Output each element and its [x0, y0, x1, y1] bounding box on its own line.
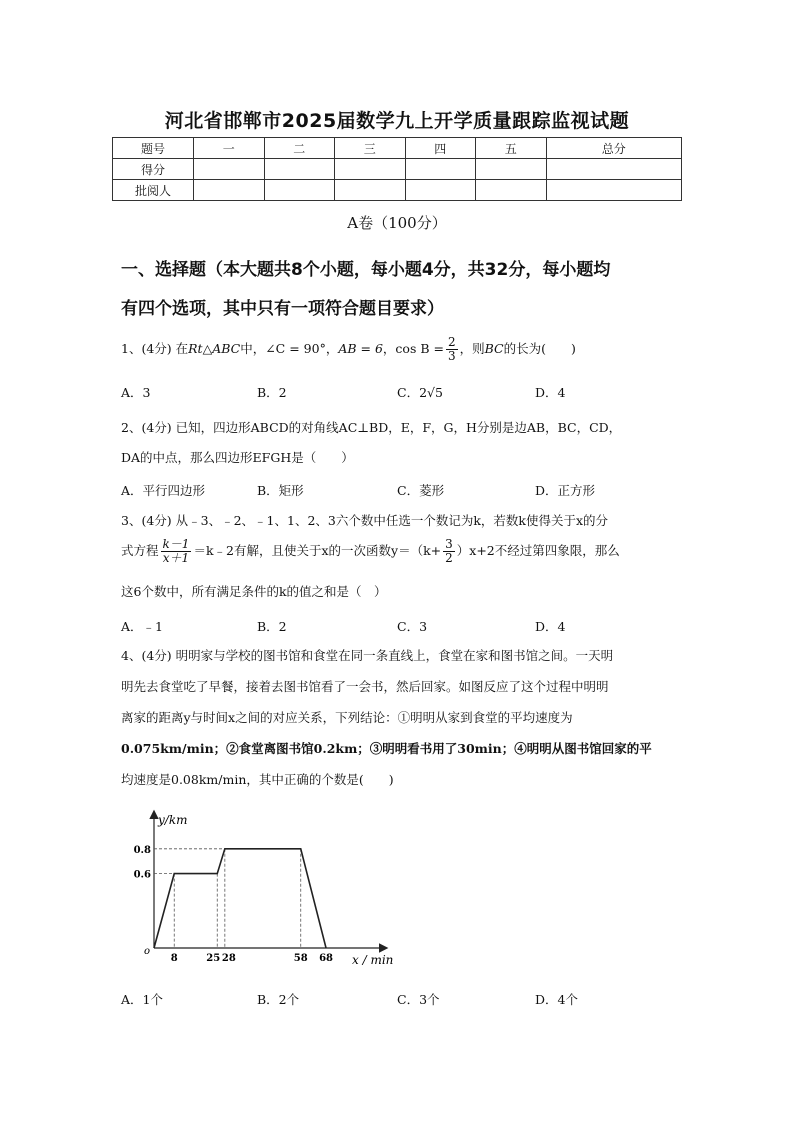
q1-frac-den: 3 [447, 349, 456, 363]
x-tick-label: 28 [221, 953, 236, 964]
q3-fraction-1 [161, 538, 192, 565]
table-cell: 题号 [113, 138, 194, 159]
score-cell[interactable] [546, 159, 682, 180]
table-row [113, 138, 682, 159]
table-cell: 五 [476, 138, 547, 159]
q3-frac1-den: x＋1 [162, 551, 190, 565]
score-cell[interactable] [405, 180, 476, 201]
x-tick-label: 68 [319, 953, 334, 964]
q3-text-c: ）x+2不经过第四象限，那么 [456, 543, 620, 558]
q1-cos: ，cos B = [382, 341, 444, 356]
score-cell[interactable] [546, 180, 682, 201]
y-tick-label: 0.6 [133, 869, 151, 881]
q3-frac1-num: k－1 [162, 537, 190, 551]
table-cell: 一 [194, 138, 265, 159]
table-cell: 总分 [546, 138, 682, 159]
score-cell[interactable] [335, 180, 406, 201]
question-3-line3: 这6个数中，所有满足条件的k的值之和是（ ） [121, 584, 387, 599]
table-cell: 得分 [113, 159, 194, 180]
q3-frac2-num: 3 [445, 537, 453, 551]
option-b[interactable]: B．2 [257, 385, 287, 400]
distance-time-chart [118, 808, 408, 968]
table-cell: 四 [405, 138, 476, 159]
table-cell: 三 [335, 138, 406, 159]
score-cell[interactable] [264, 180, 335, 201]
origin-label: o [144, 946, 151, 957]
question-3-line1: 3、(4分) 从﹣3、﹣2、﹣1、1、2、3六个数中任选一个数记为k，若数k使得关于x的分 [121, 513, 609, 528]
option-c[interactable]: C．2√5 [397, 385, 443, 400]
distance-series-line [154, 849, 326, 948]
option-a[interactable]: A．平行四边形 [121, 483, 206, 498]
table-row [113, 159, 682, 180]
question-2-line1: 2、(4分) 已知，四边形ABCD的对角线AC⊥BD，E，F，G，H分别是边AB，BC，CD， [121, 420, 622, 435]
table-cell: 二 [264, 138, 335, 159]
x-axis-label: x / min [352, 953, 394, 967]
option-c[interactable]: C．3 [397, 619, 428, 634]
q1-angle: 中，∠C = 90°， [240, 341, 339, 356]
q3-fraction-2 [443, 538, 455, 565]
section1-heading-line2: 有四个选项，其中只有一项符合题目要求） [121, 299, 444, 319]
table-row [113, 180, 682, 201]
question-2-line2: DA的中点，那么四边形EFGH是（ ） [121, 450, 354, 465]
table-cell: 批阅人 [113, 180, 194, 201]
section-a-heading: A卷（100分） [347, 214, 447, 232]
y-tick-label: 0.8 [133, 844, 151, 856]
question-3-line2 [121, 538, 681, 565]
page-title: 河北省邯郸市2025届数学九上开学质量跟踪监视试题 [164, 110, 630, 132]
x-tick-label: 25 [206, 953, 221, 964]
score-cell[interactable] [335, 159, 406, 180]
q3-text-b: ＝k﹣2有解，且使关于x的一次函数y＝（k+ [193, 543, 442, 558]
q1-tail: ，则 [459, 341, 485, 356]
option-d[interactable]: D．正方形 [535, 483, 596, 498]
q1-end: 的长为( ) [503, 341, 576, 356]
q3-frac2-den: 2 [445, 551, 453, 565]
q1-fraction [446, 336, 458, 363]
option-d[interactable]: D．4 [535, 619, 566, 634]
q3-text-a: 式方程 [121, 543, 159, 558]
question-4-line2: 明先去食堂吃了早餐，接着去图书馆看了一会书，然后回家。如图反应了这个过程中明明 [121, 679, 609, 694]
option-b[interactable]: B．2个 [257, 992, 300, 1007]
question-4-line5: 均速度是0.08km/min，其中正确的个数是( ) [121, 772, 394, 787]
q1-bc: BC [484, 341, 504, 356]
question-1 [121, 336, 681, 363]
score-table [112, 137, 682, 201]
question-4-line4: 0.075km/min；②食堂离图书馆0.2km；③明明看书用了30min；④明明从图书馆回家的平 [121, 741, 652, 756]
section1-heading-line1: 一、选择题（本大题共8个小题，每小题4分，共32分，每小题均 [121, 260, 611, 280]
option-a[interactable]: A．﹣1 [121, 619, 163, 634]
score-cell[interactable] [194, 180, 265, 201]
option-b[interactable]: B．矩形 [257, 483, 304, 498]
option-d[interactable]: D．4 [535, 385, 566, 400]
option-a[interactable]: A．3 [121, 385, 151, 400]
q1-prefix: 1、(4分) 在 [121, 341, 189, 356]
option-b[interactable]: B．2 [257, 619, 287, 634]
q1-ab: AB = 6 [338, 341, 383, 356]
score-cell[interactable] [476, 159, 547, 180]
score-cell[interactable] [264, 159, 335, 180]
question-4-line1: 4、(4分) 明明家与学校的图书馆和食堂在同一条直线上，食堂在家和图书馆之间。一天明 [121, 648, 614, 663]
y-axis-label: y/km [158, 813, 188, 827]
score-cell[interactable] [405, 159, 476, 180]
score-cell[interactable] [194, 159, 265, 180]
q1-frac-num: 2 [447, 335, 456, 349]
option-c[interactable]: C．3个 [397, 992, 440, 1007]
x-tick-label: 58 [293, 953, 308, 964]
score-cell[interactable] [476, 180, 547, 201]
option-c[interactable]: C．菱形 [397, 483, 445, 498]
option-a[interactable]: A．1个 [121, 992, 163, 1007]
q1-triangle: Rt△ABC [188, 341, 241, 356]
option-d[interactable]: D．4个 [535, 992, 578, 1007]
x-tick-label: 8 [170, 953, 178, 964]
question-4-line3: 离家的距离y与时间x之间的对应关系，下列结论：①明明从家到食堂的平均速度为 [121, 710, 573, 725]
